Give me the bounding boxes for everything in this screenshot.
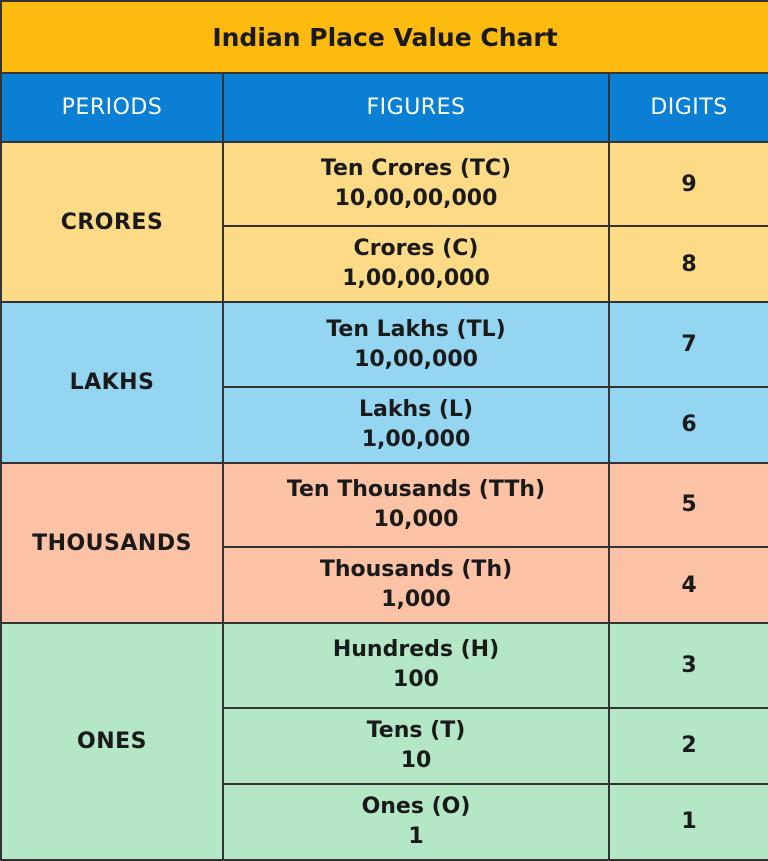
place-figure: 1 [408, 823, 424, 849]
table-row [1, 302, 768, 386]
figure-cell [223, 623, 609, 707]
chart-title: Indian Place Value Chart [1, 1, 768, 73]
digit-cell: 5 [609, 463, 768, 547]
table-row [1, 142, 768, 226]
place-name: Ones (O) [361, 793, 471, 819]
digit-cell: 6 [609, 387, 768, 463]
figure-cell [223, 784, 609, 860]
figure-cell [223, 708, 609, 784]
place-name: Tens (T) [366, 717, 466, 743]
figure-cell [223, 387, 609, 463]
table-row [1, 623, 768, 707]
figure-cell [223, 302, 609, 386]
header-figures: FIGURES [223, 73, 609, 142]
digit-cell: 2 [609, 708, 768, 784]
place-name: Hundreds (H) [332, 637, 500, 663]
place-figure: 1,000 [381, 587, 451, 613]
place-name: Crores (C) [353, 236, 479, 262]
place-figure: 10,00,000 [354, 346, 478, 372]
figure-cell [223, 463, 609, 547]
header-digits: DIGITS [609, 73, 768, 142]
place-figure: 1,00,000 [361, 426, 471, 452]
place-name: Lakhs (L) [358, 396, 474, 422]
figure-cell [223, 142, 609, 226]
place-name: Ten Thousands (TTh) [286, 476, 546, 502]
place-figure: 10 [400, 747, 432, 773]
header-periods: PERIODS [1, 73, 223, 142]
period-ones: ONES [1, 623, 223, 860]
place-figure: 100 [393, 667, 439, 693]
header-row [1, 73, 768, 142]
table-row [1, 463, 768, 547]
digit-cell: 9 [609, 142, 768, 226]
period-lakhs: LAKHS [1, 302, 223, 462]
place-name: Ten Lakhs (TL) [326, 316, 506, 342]
figure-cell [223, 547, 609, 623]
table-body [1, 142, 768, 860]
place-name: Ten Crores (TC) [320, 156, 512, 182]
title-row [1, 1, 768, 73]
period-crores: CRORES [1, 142, 223, 302]
figure-cell [223, 226, 609, 302]
digit-cell: 8 [609, 226, 768, 302]
digit-cell: 1 [609, 784, 768, 860]
digit-cell: 4 [609, 547, 768, 623]
place-figure: 10,00,00,000 [334, 186, 498, 212]
place-figure: 10,000 [373, 506, 459, 532]
digit-cell: 3 [609, 623, 768, 707]
period-thousands: THOUSANDS [1, 463, 223, 623]
place-name: Thousands (Th) [319, 557, 513, 583]
digit-cell: 7 [609, 302, 768, 386]
place-figure: 1,00,00,000 [342, 266, 490, 292]
